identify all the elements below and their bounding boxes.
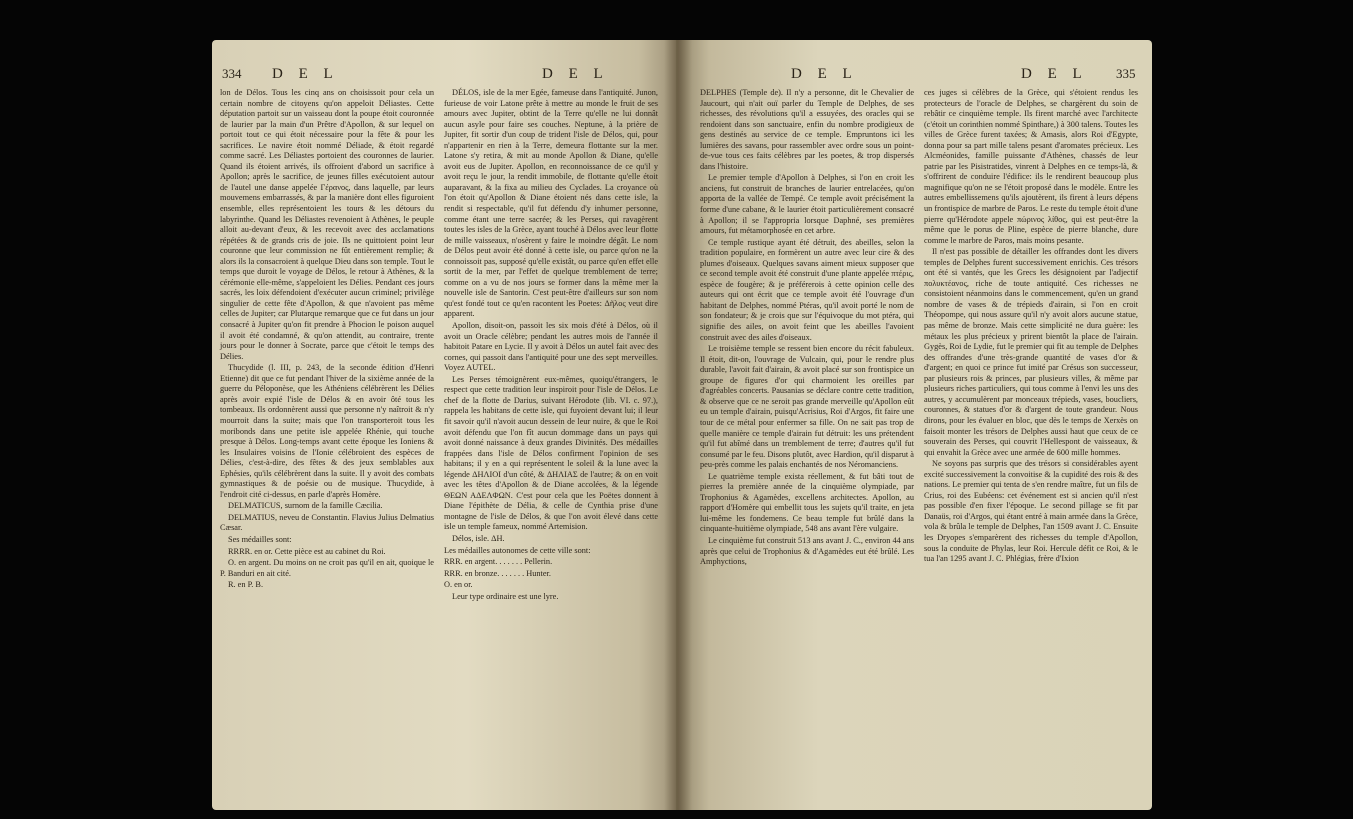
running-head-right-1: D E L [791,66,858,82]
paragraph: Délos, isle. ΔΗ. [452,533,505,543]
page-number-right: 335 [1116,66,1136,81]
paragraph: DELPHES (Temple de). Il n'y a personne, dit le Chevalier de Jaucourt, qui n'ait ouï parler du Temple de Delphes, de ses richesses, des révolutions qu'il a essuyées, des oracles qui se rendoient dans son sanctuaire, enfin du nombre prodigieux de gens destinés au service de ce temple. Empruntons ici les lumières des savans, pour rassembler avec ordre sous un point-de-vue tous ces faits célèbres par les poetes, & trop dispersés dans l'histoire. [700,88,914,171]
paragraph: O. en argent. Du moins on ne croit pas qu'il en ait, quoique le P. Banduri en ait cité. [220,558,434,578]
right-page [676,40,1152,810]
right-page-column-1 [700,88,914,569]
paragraph: Ce temple rustique ayant été détruit, des abeilles, selon la tradition populaire, en formèrent un autre avec leur cire & des plumes d'oiseaux. Quelques savans aiment mieux supposer que ce second temple avoit été construit d'une plante appelée πτέρις, espèce de fougère; & je préférerois à cette opinion celle des auteurs qui ont écrit que ce temple avoit été l'ouvrage d'un habitant de Delphes, nommé Ptéras, qu'il avoit porté le nom de son fondateur; & je crois que sur l'équivoque du mot ptéra, qui signifie des ailes, on avoit feint que les abeilles l'avoient construit avec des ailes d'oiseaux. [700,237,914,342]
paragraph: Thucydide (l. III, p. 243, de la seconde édition d'Henri Etienne) dit que ce fut pendant l'hiver de la sixième année de la guerre du Péloponèse, que les Athéniens célébrèrent les Délies après avoir expié l'isle de Délos & en avoir ôté tous les tombeaux. Ils ordonnèrent aussi que personne n'y naîtroit & n'y mourroit dans la suite; mais que l'on transporteroit tous les moribonds dans une petite isle appelée Rhénie, qui touche presque à Délos. Long-temps avant cette époque les Ioniens & les Insulaires voisins de l'Ionie célébroient des espèces de Délies, c'est-à-dire, des fêtes & des jeux semblables aux Ephésies, qu'ils célébrèrent dans la suite. Il y avoit des combats gymnastiques & de poésie ou de musique. Thucydide, à l'endroit cité ci-dessus, en parle d'après Homère. [220,363,434,499]
paragraph: DELMATIUS, neveu de Constantin. Flavius Julius Delmatius Cæsar. [220,512,434,533]
page-number-left: 334 [222,66,242,81]
paragraph: RRRR. en or. Cette pièce est au cabinet du Roi. [228,546,386,556]
left-page [212,40,676,810]
paragraph: RRR. en bronze. . . . . . . Hunter. [444,568,551,578]
paragraph: R. en P. B. [228,580,264,590]
left-page-column-1 [220,88,434,592]
paragraph: lon de Délos. Tous les cinq ans on choisissoit pour cela un certain nombre de citoyens qu'on appeloit Déliastes. Cette députation partoit sur un vaisseau dont la poupe étoit couronnée de laurier par la main d'un Prêtre d'Apollon, & sur lequel on portoit tout ce qui étoit nécessaire pour la fête & pour les sacrifices. Le navire étoit nommé Déliade, & étoit regardé comme sacré. Les Déliastes portoient des couronnes de laurier. Quand ils étoient arrivés, ils offroient d'abord un sacrifice à Apollon; après le sacrifice, de jeunes filles exécutoient autour de l'autel une danse appelée Γέρανος, dans laquelle, par leurs mouvemens embarrassés, & par la manière dont elles figuroient ensemble, elles représentoient les tours & les détours du labyrinthe. Quand les Déliastes revenoient à Athènes, le peuple alloit au-devant d'eux, & les recevoit avec des acclamations répétées & de grands cris de joie. Ils ne quittoient point leur couronne que leur commission ne fût entièrement remplie; & alors ils la consacroient à quelque Dieu dans son temple. Tout le temps que duroit le voyage de Délos, le retour à Athènes, & la cérémonie elle-même, s'appeloient les Délies. Pendant ces jours sacrés, les loix défendoient d'exécuter aucun criminel; privilège singulier de cette fête d'Apollon, & que n'avoient pas même celles de Jupiter; car Plutarque remarque que ce fut dans un jour consacré à Jupiter qu'on fit prendre à Phocion le poison auquel il avoit été condamné, & qu'on attendit, au contraire, trente jours pour le donner à Socrate, parce que c'étoit le temps des Délies. [220,88,434,361]
left-page-column-2 [444,88,658,603]
paragraph: Ses médailles sont: [228,534,292,544]
paragraph: Les Perses témoignèrent eux-mêmes, quoiqu'étrangers, le respect que cette tradition leur inspiroit pour l'isle de Délos. Le chef de la flotte de Darius, suivant Hérodote (lib. VI. c. 97.), rappela les habitans de cette isle, qui fuyoient devant lui; il leur fit savoir qu'il n'avoit aucun dessein de leur nuire, & que le Roi avoit défendu que l'on fît aucun dommage dans un pays qui avoit donné naissance à deux grandes Divinités. Des médailles frappées dans l'isle de Délos confirment l'opinion de ses habitans; il y en a qui représentent le soleil & la lune avec la légende ΔΗΛΙΟΙ d'un côté, & ΔΗΛΙΑΣ de l'autre; & on en voit avec les têtes d'Apollon & de Diane accolées, & la légende ΘΕΩΝ ΑΔΕΛΦΩΝ. C'est pour cela que les Poëtes donnent à Diane l'épithète de Délia, & celle de Cynthia prise d'une montagne de l'isle de Délos, & que l'on avoit élevé dans cette isle un temple fameux, nommé Artemision. [444,374,658,532]
paragraph: Le troisième temple se ressent bien encore du récit fabuleux. Il étoit, dit-on, l'ouvrage de Vulcain, qui, pour le rendre plus durable, l'avoit fait d'airain, & avoit placé sur son frontispice un groupe de figures d'or qui charmoient les oreilles par d'agréables concerts. Pausanias se déclare contre cette tradition, & observe que ce ne seroit pas grande merveille qu'Apollon eût eu un temple d'airain, puisqu'Acrisius, Roi d'Argos, fit faire une tour de ce métal pour enfermer sa fille. On ne sait pas trop de quelle manière ce temple d'airain fut détruit: les uns prétendent qu'il fut abîmé dans un tremblement de terre; d'autres qu'il fut consumé par le feu. Disons plutôt, avec Hardion, qu'il disparut à peu-près comme les palais enchantés de nos Néromanciens. [700,344,914,470]
paragraph: DELMATICUS, surnom de la famille Cæcilia. [228,501,383,511]
paragraph: Ne soyons pas surpris que des trésors si considérables ayent excité successivement la convoitise & la cupidité des rois & des nations. Le premier qui tenta de s'en rendre maître, fut un fils de Crius, roi des Eubéens: cet événement est si ancien qu'il n'est pas possible d'en fixer l'époque. Le second pillage se fit par Danaüs, roi d'Argos, qui étant entré à main armée dans la Grèce, vola & brûla le temple de Delphes, l'an 1509 avant J. C. Ensuite les Dryopes s'emparèrent des richesses du temple d'Apollon, sous la conduite de Phylas, leur Roi. Hercule défit ce Roi, & le tua l'an 1295 avant J. C. Phlégias, frère d'Ixion [924,459,1138,564]
paragraph: Le premier temple d'Apollon à Delphes, si l'on en croit les anciens, fut construit de branches de laurier entrelacées, qu'on apporta de la vallée de Tempé. Ce temple avoit précisément la forme d'une cabane, & le laurier étoit particulièrement consacré à Apollon; il se l'appropria lorsque Daphné, ses premières amours, fut métamorphosée en cet arbre. [700,173,914,236]
paragraph: Le cinquième fut construit 513 ans avant J. C., environ 44 ans après que celui de Trophonius & d'Agamèdes eut été brûlé. Les Amphyctions, [700,535,914,567]
paragraph: Apollon, disoit-on, passoit les six mois d'été à Délos, où il avoit un Oracle célèbre; pendant les autres mois de l'année il habitoit Patare en Lycie. Il y avoit à Délos un autel fait avec des cornes, qui passoit dans l'antiquité pour une des sept merveilles. Voyez AUTEL. [444,321,658,373]
paragraph: Leur type ordinaire est une lyre. [452,591,559,601]
paragraph: Il n'est pas possible de détailler les offrandes dont les divers temples de Delphes furent successivement enrichis. Ces trésors ont été si vantés, que les Grecs les désignoient par l'adjectif πολυκτέανος, riche de toute antiquité. Ces richesses ne consistoient néanmoins dans le commencement, qu'en un grand nombre de vases & de trépieds d'airain, si l'on en croit Théopompe, qui nous assure qu'il n'y avoit alors aucune statue, pas même de bronze. Mais cette simplicité ne dura guère: les métaux les plus précieux y prirent bientôt la place de l'airain. Gygès, Roi de Lydie, fut le premier qui fit au temple de Delphes des offrandes d'une très-grande quantité de vases d'or & d'argent; en quoi ce prince fut imité par Crésus son successeur, par plusieurs rois & princes, par plusieurs villes, & même par plusieurs riches particuliers, qui tous comme à l'envi les uns des autres, y accumulèrent par monceaux trépieds, vases, boucliers, couronnes, & statues d'or & d'argent de toute grandeur. Nous dirons, pour les évaluer en bloc, que dès le temps de Xerxès on faisoit monter les trésors de Delphes aussi haut que ceux de ce souverain des Perses, qui couvrit l'Hellespont de vaisseaux, & qui envahit la Grèce avec une armée de 600 mille hommes. [924,247,1138,457]
running-head-left-2: D E L [542,66,609,82]
paragraph: Le quatrième temple exista réellement, & fut bâti tout de pierres la première année de la cinquième olympiade, par Trophonius & Agamèdes, excellens architectes. Apollon, au rapport d'Homère qui embellit tous les sujets qu'il traite, en jeta lui-même les fondemens. Ce beau temple fut brûlé dans la cinquante-huitième olympiade, 548 ans avant l'ère vulgaire. [700,471,914,534]
running-head-left-1: D E L [272,66,339,82]
book-gutter-shadow [664,40,692,810]
right-page-column-2 [924,88,1138,566]
running-head-right-2: D E L [1021,66,1088,82]
paragraph: ces juges si célèbres de la Grèce, qui s'étoient rendus les protecteurs de l'oracle de Delphes, se chargèrent du soin de rebâtir ce cinquième temple. Ils firent marché avec l'architecte (c'étoit un corinthien nommé Spinthare,) à 300 talens. Toutes les villes de Grèce furent taxées; & Amasis, alors Roi d'Egypte, donna pour sa part mille talens pesant d'aromates précieux. Les Alcméonides, famille puissante d'Athènes, chassés de leur patrie par les Pisistratides, vinrent à Delphes en ce temps-là, & s'offrirent de conduire l'édifice: ils le rendirent beaucoup plus magnifique qu'on ne se l'étoit proposé dans le modèle. Entre les autres embellissemens qu'ils ajoutèrent, ils firent à leurs dépens un frontispice de marbre de Paros. Le reste du temple étoit d'une pierre qu'Hérodote appele πώρινος λίθος, qui est peut-être la même que le porus de Pline, espèce de pierre blanche, dure comme le marbre de Paros, mais moins pesante. [924,88,1138,245]
paragraph: Les médailles autonomes de cette ville sont: [444,545,591,555]
paragraph: RRR. en argent. . . . . . . Pellerin. [444,557,553,567]
paragraph: O. en or. [444,580,473,590]
paragraph: DÉLOS, isle de la mer Egée, fameuse dans l'antiquité. Junon, furieuse de voir Latone prête à mettre au monde le fruit de ses amours avec Jupiter, obtint de la Terre qu'elle ne lui donnât aucun asyle pour faire ses couches. Neptune, à la prière de Jupiter, fit sortir d'un coup de trident l'isle de Délos, qui, pour n'appartenir en rien à la Terre, demeura flottante sur la mer. Latone s'y retira, & mit au monde Apollon & Diane, qu'elle avoit eus de Jupiter. Apollon, en reconnoissance de ce qu'il y avoit reçu le jour, la rendit immobile, de flottante qu'elle étoit auparavant, & la fixa au milieu des Cyclades. La croyance où l'on étoit qu'Apollon & Diane étoient nés dans cette isle, la rendit si respectable, qu'il fut défendu d'y inhumer personne, comme étant une terre sacrée; & les Perses, qui ravagèrent toutes les isles de la Grèce, ayant touché à Délos avec leur flotte de mille vaisseaux, n'osèrent y faire le moindre dégât. Le nom de Délos peut avoir été donné à cette isle, ou parce qu'on ne la connoissoit pas, supposé qu'elle existât, ou parce qu'en effet elle sortit de la mer, par l'effet de quelque tremblement de terre; comme on a vu de nos jours se former dans la même mer la nouvelle isle de Santorin. C'est peut-être d'ailleurs sur son nom qu'est fondé tout ce qu'en racontent les Poetes: Δῆλος veut dire apparent. [444,88,658,319]
